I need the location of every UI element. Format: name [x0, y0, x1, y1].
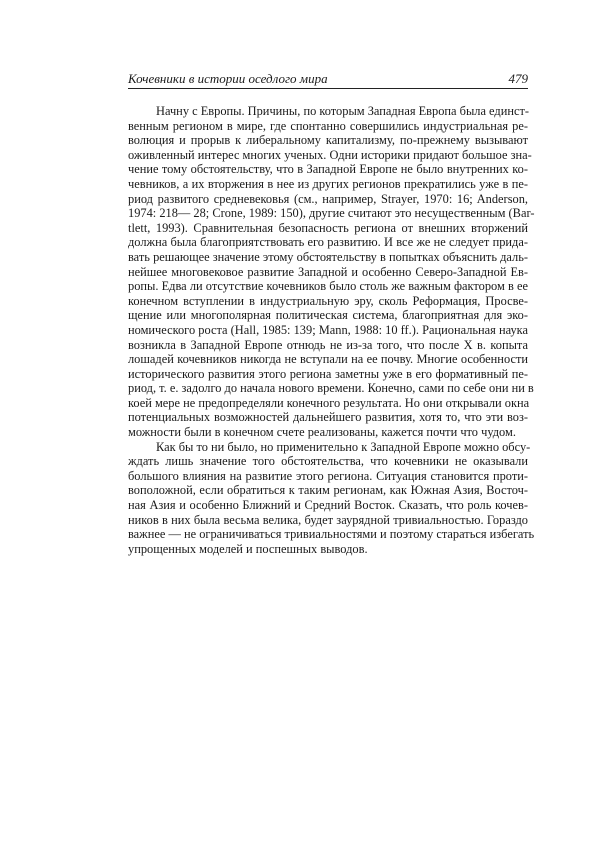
text-line: риод развитого средневековья (см., например, Strayer, 1970: 16; Anderson, — [128, 191, 528, 206]
text-line: должна была благоприятствовать его развитию. И все же не следует прида- — [128, 235, 528, 250]
text-line: венным регионом в мире, где спонтанно совершились индустриальная ре- — [128, 118, 528, 133]
page-number: 479 — [508, 71, 528, 86]
text-line: потенциальных возможностей дальнейшего развития, хотя то, что эти воз- — [128, 410, 528, 425]
text-line: волюция и прорыв к либеральному капитализму, по-прежнему вызывают — [128, 133, 528, 148]
text-line: ропы. Едва ли отсутствие кочевников было столь же важным фактором в ее — [128, 279, 528, 294]
text-line: чение тому обстоятельству, что в Западной Европе не было внутренних ко- — [128, 162, 528, 177]
text-line: оживленный интерес многих ученых. Одни историки придают большое зна- — [128, 147, 532, 162]
text-line: Как бы то ни было, но применительно к Западной Европе можно обсу- — [156, 439, 531, 454]
text-line: ников в них была весьма велика, будет заурядной тривиальностью. Гораздо — [128, 512, 528, 527]
text-line: возникла в Западной Европе отнюдь не из-за того, что после X в. копыта — [128, 337, 528, 352]
text-line: исторического развития этого региона заметны уже в его формативный пе- — [128, 366, 528, 381]
text-line: лошадей кочевников никогда не вступали на ее почву. Многие особенности — [128, 352, 528, 367]
paragraph-2 — [128, 439, 535, 557]
text-line: конечном вступлении в индустриальную эру, сколь Реформация, Просве- — [128, 293, 528, 308]
text-line: нейшее многовековое развитие Западной и особенно Северо-Западной Ев- — [128, 264, 528, 279]
text-line: ждать лишь значение того обстоятельства, что кочевники не оказывали — [128, 454, 528, 469]
running-title: Кочевники в истории оседлого мира — [128, 71, 328, 86]
body-text — [128, 104, 535, 556]
text-line: номического роста (Hall, 1985: 139; Mann, 1988: 10 ff.). Рациональная наука — [128, 322, 528, 337]
text-line: можности были в конечном счете реализованы, кажется почти что чудом. — [128, 425, 516, 440]
text-line: tlett, 1993). Сравнительная безопасность региона от внешних вторжений — [128, 220, 528, 235]
text-line: Начну с Европы. Причины, по которым Западная Европа была единст- — [156, 104, 530, 118]
text-line: чевников, а их вторжения в нее из других регионов прекратились уже в пе- — [128, 176, 528, 191]
text-line: воположной, если обратиться к таким регионам, как Южная Азия, Восточ- — [128, 483, 528, 498]
text-line: большого влияния на развитие этого региона. Ситуация становится проти- — [128, 468, 528, 483]
text-line: коей мере не предопределяли конечного результата. Но они открывали окна — [128, 395, 530, 410]
text-line: важнее — не ограничиваться тривиальностями и поэтому стараться избегать — [128, 527, 535, 542]
text-line: ная Азия и особенно Ближний и Средний Восток. Сказать, что роль кочев- — [128, 498, 528, 513]
text-line: вать решающее значение этому обстоятельству в попытках объяснить даль- — [128, 249, 528, 264]
text-line: упрощенных моделей и поспешных выводов. — [128, 541, 368, 556]
paragraph-1 — [128, 104, 535, 440]
text-line: 1974: 218— 28; Crone, 1989: 150), другие считают это несущественным (Bar- — [128, 206, 535, 221]
text-line: щение или многополярная политическая система, благоприятная для эко- — [128, 308, 528, 323]
running-head — [128, 71, 528, 89]
text-line: риод, т. е. задолго до начала нового времени. Конечно, сами по себе они ни в — [128, 381, 534, 396]
